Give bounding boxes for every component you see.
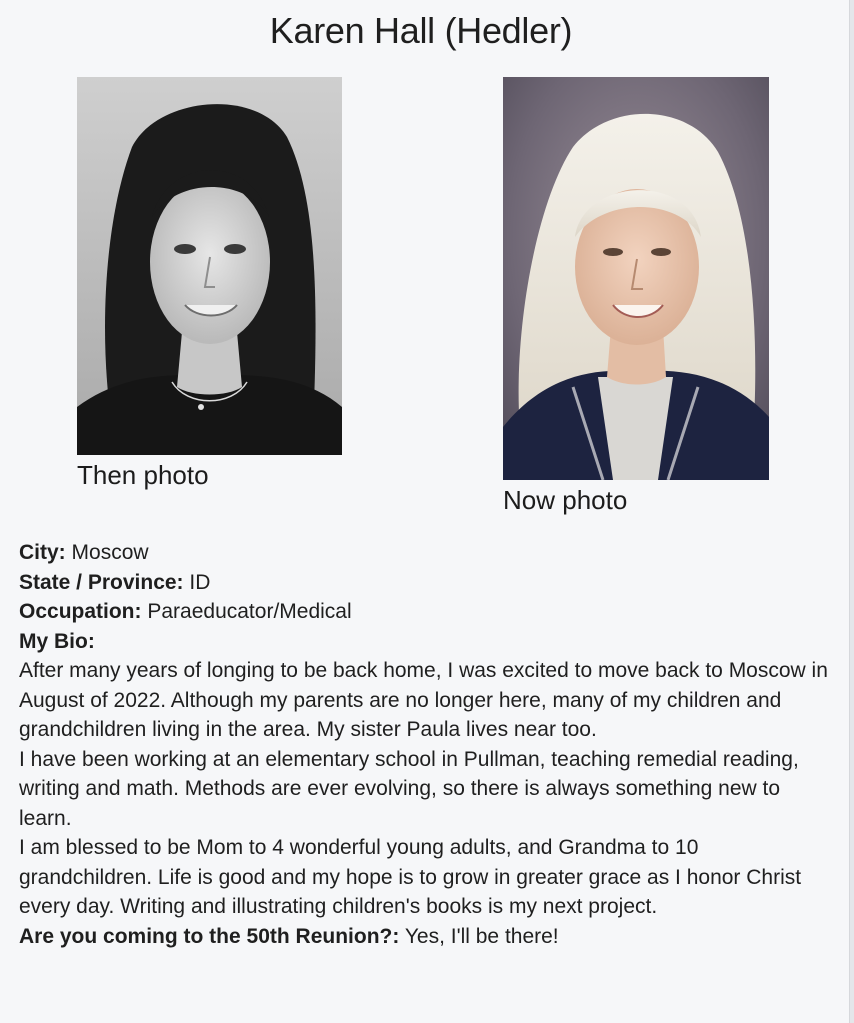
city-row bbox=[19, 538, 831, 568]
occupation-row bbox=[19, 597, 831, 627]
now-photo-block bbox=[503, 77, 769, 518]
page-title: Karen Hall (Hedler) bbox=[269, 10, 573, 51]
bio-paragraph: I am blessed to be Mom to 4 wonderful young adults, and Grandma to 10 grandchildren. Life is good and my hope is to grow in greater grace as I honor Christ every day. Writing and illustrating children's books is my next project. bbox=[19, 836, 802, 918]
then-photo[interactable] bbox=[77, 77, 342, 455]
reunion-label: Are you coming to the 50th Reunion?: bbox=[19, 924, 400, 948]
state-row bbox=[19, 568, 831, 598]
state-label: State / Province: bbox=[19, 570, 184, 594]
now-photo-caption: Now photo bbox=[503, 485, 628, 515]
then-photo-block bbox=[77, 77, 342, 493]
reunion-value: Yes, I'll be there! bbox=[404, 924, 559, 948]
city-label: City: bbox=[19, 541, 66, 564]
reunion-row bbox=[19, 922, 831, 952]
now-photo[interactable] bbox=[503, 77, 769, 480]
city-value: Moscow bbox=[71, 541, 149, 564]
occupation-label: Occupation: bbox=[19, 600, 142, 623]
bio-paragraph: After many years of longing to be back home, I was excited to move back to Moscow in August of 2022. Although my parents are no longer here, many of my children and grandchildren living in the area. My sister Paula lives near too. bbox=[19, 659, 828, 741]
state-value: ID bbox=[189, 570, 211, 594]
bio-label-row bbox=[19, 627, 831, 657]
occupation-value: Paraeducator/Medical bbox=[147, 600, 352, 623]
then-photo-caption: Then photo bbox=[77, 460, 209, 490]
page-right-border bbox=[849, 0, 854, 1023]
bio-label: My Bio: bbox=[19, 629, 95, 653]
profile-details bbox=[19, 538, 831, 951]
bio-paragraph: I have been working at an elementary school in Pullman, teaching remedial reading, writing and math. Methods are ever evolving, so there is always something new to learn. bbox=[19, 747, 799, 830]
